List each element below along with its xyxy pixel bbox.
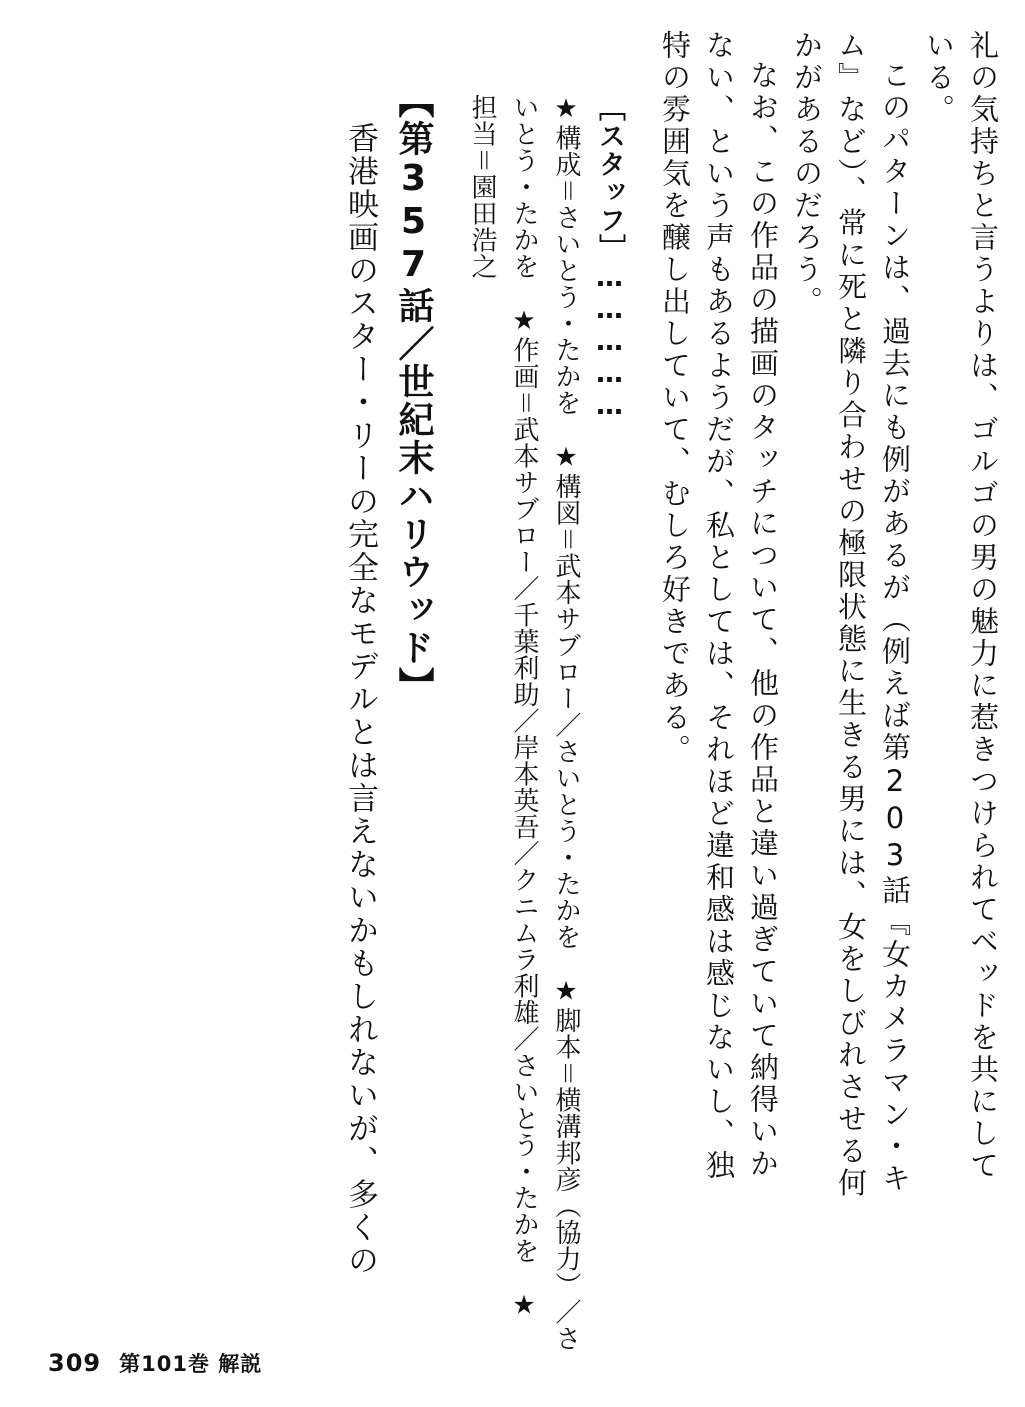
- text-column-1: 礼の気持ちと言うよりは、ゴルゴの男の魅力に惹きつけられてベッドを共にして: [966, 30, 1000, 1182]
- footer-caption: 第101巻 解説: [119, 1352, 263, 1376]
- staff-column-1: ★構成＝さいとう・たかを ★構図＝武本サブロー／さいとう・たかを ★脚本＝横溝邦彦（協力）／さ: [551, 94, 581, 1352]
- text-column-5: かがあるのだろう。: [790, 30, 824, 318]
- text-column-2: いる。: [922, 30, 956, 126]
- staff-column-2: いとう・たかを ★作画＝武本サブロー／千葉利助／岸本英吾／クニムラ利雄／さいとう・たかを ★: [509, 94, 539, 1321]
- text-column-3: このパターンは、過去にも例があるが（例えば第203話『女カメラマン・キ: [878, 60, 912, 1195]
- page-footer: [48, 1348, 262, 1378]
- text-column-6: なお、この作品の描画のタッチについて、他の作品と違い過ぎていて納得いか: [746, 60, 780, 1180]
- column-spacer: [623, 30, 645, 1315]
- text-column-4: ム』など）、常に死と隣り合わせの極限状態に生きる男には、女をしびれさせる何: [834, 30, 868, 1200]
- staff-section-label: ［スタッフ］……………: [594, 94, 625, 422]
- page-number: 309: [48, 1349, 102, 1377]
- section-heading: 【第357話／世紀末ハリウッド】: [393, 82, 434, 705]
- section-subheading: 香港映画のスター・リーの完全なモデルとは言えないかもしれないが、多くの: [342, 122, 378, 1277]
- column-spacer-2: [431, 30, 453, 1315]
- text-column-8: 特の雰囲気を醸し出していて、むしろ好きである。: [658, 30, 692, 766]
- vertical-text-body: [40, 30, 1000, 1352]
- staff-column-3: 担当＝園田浩之: [467, 94, 497, 280]
- text-column-7: ない、という声もあるようだが、私としては、それほど違和感は感じないし、独: [702, 30, 736, 1182]
